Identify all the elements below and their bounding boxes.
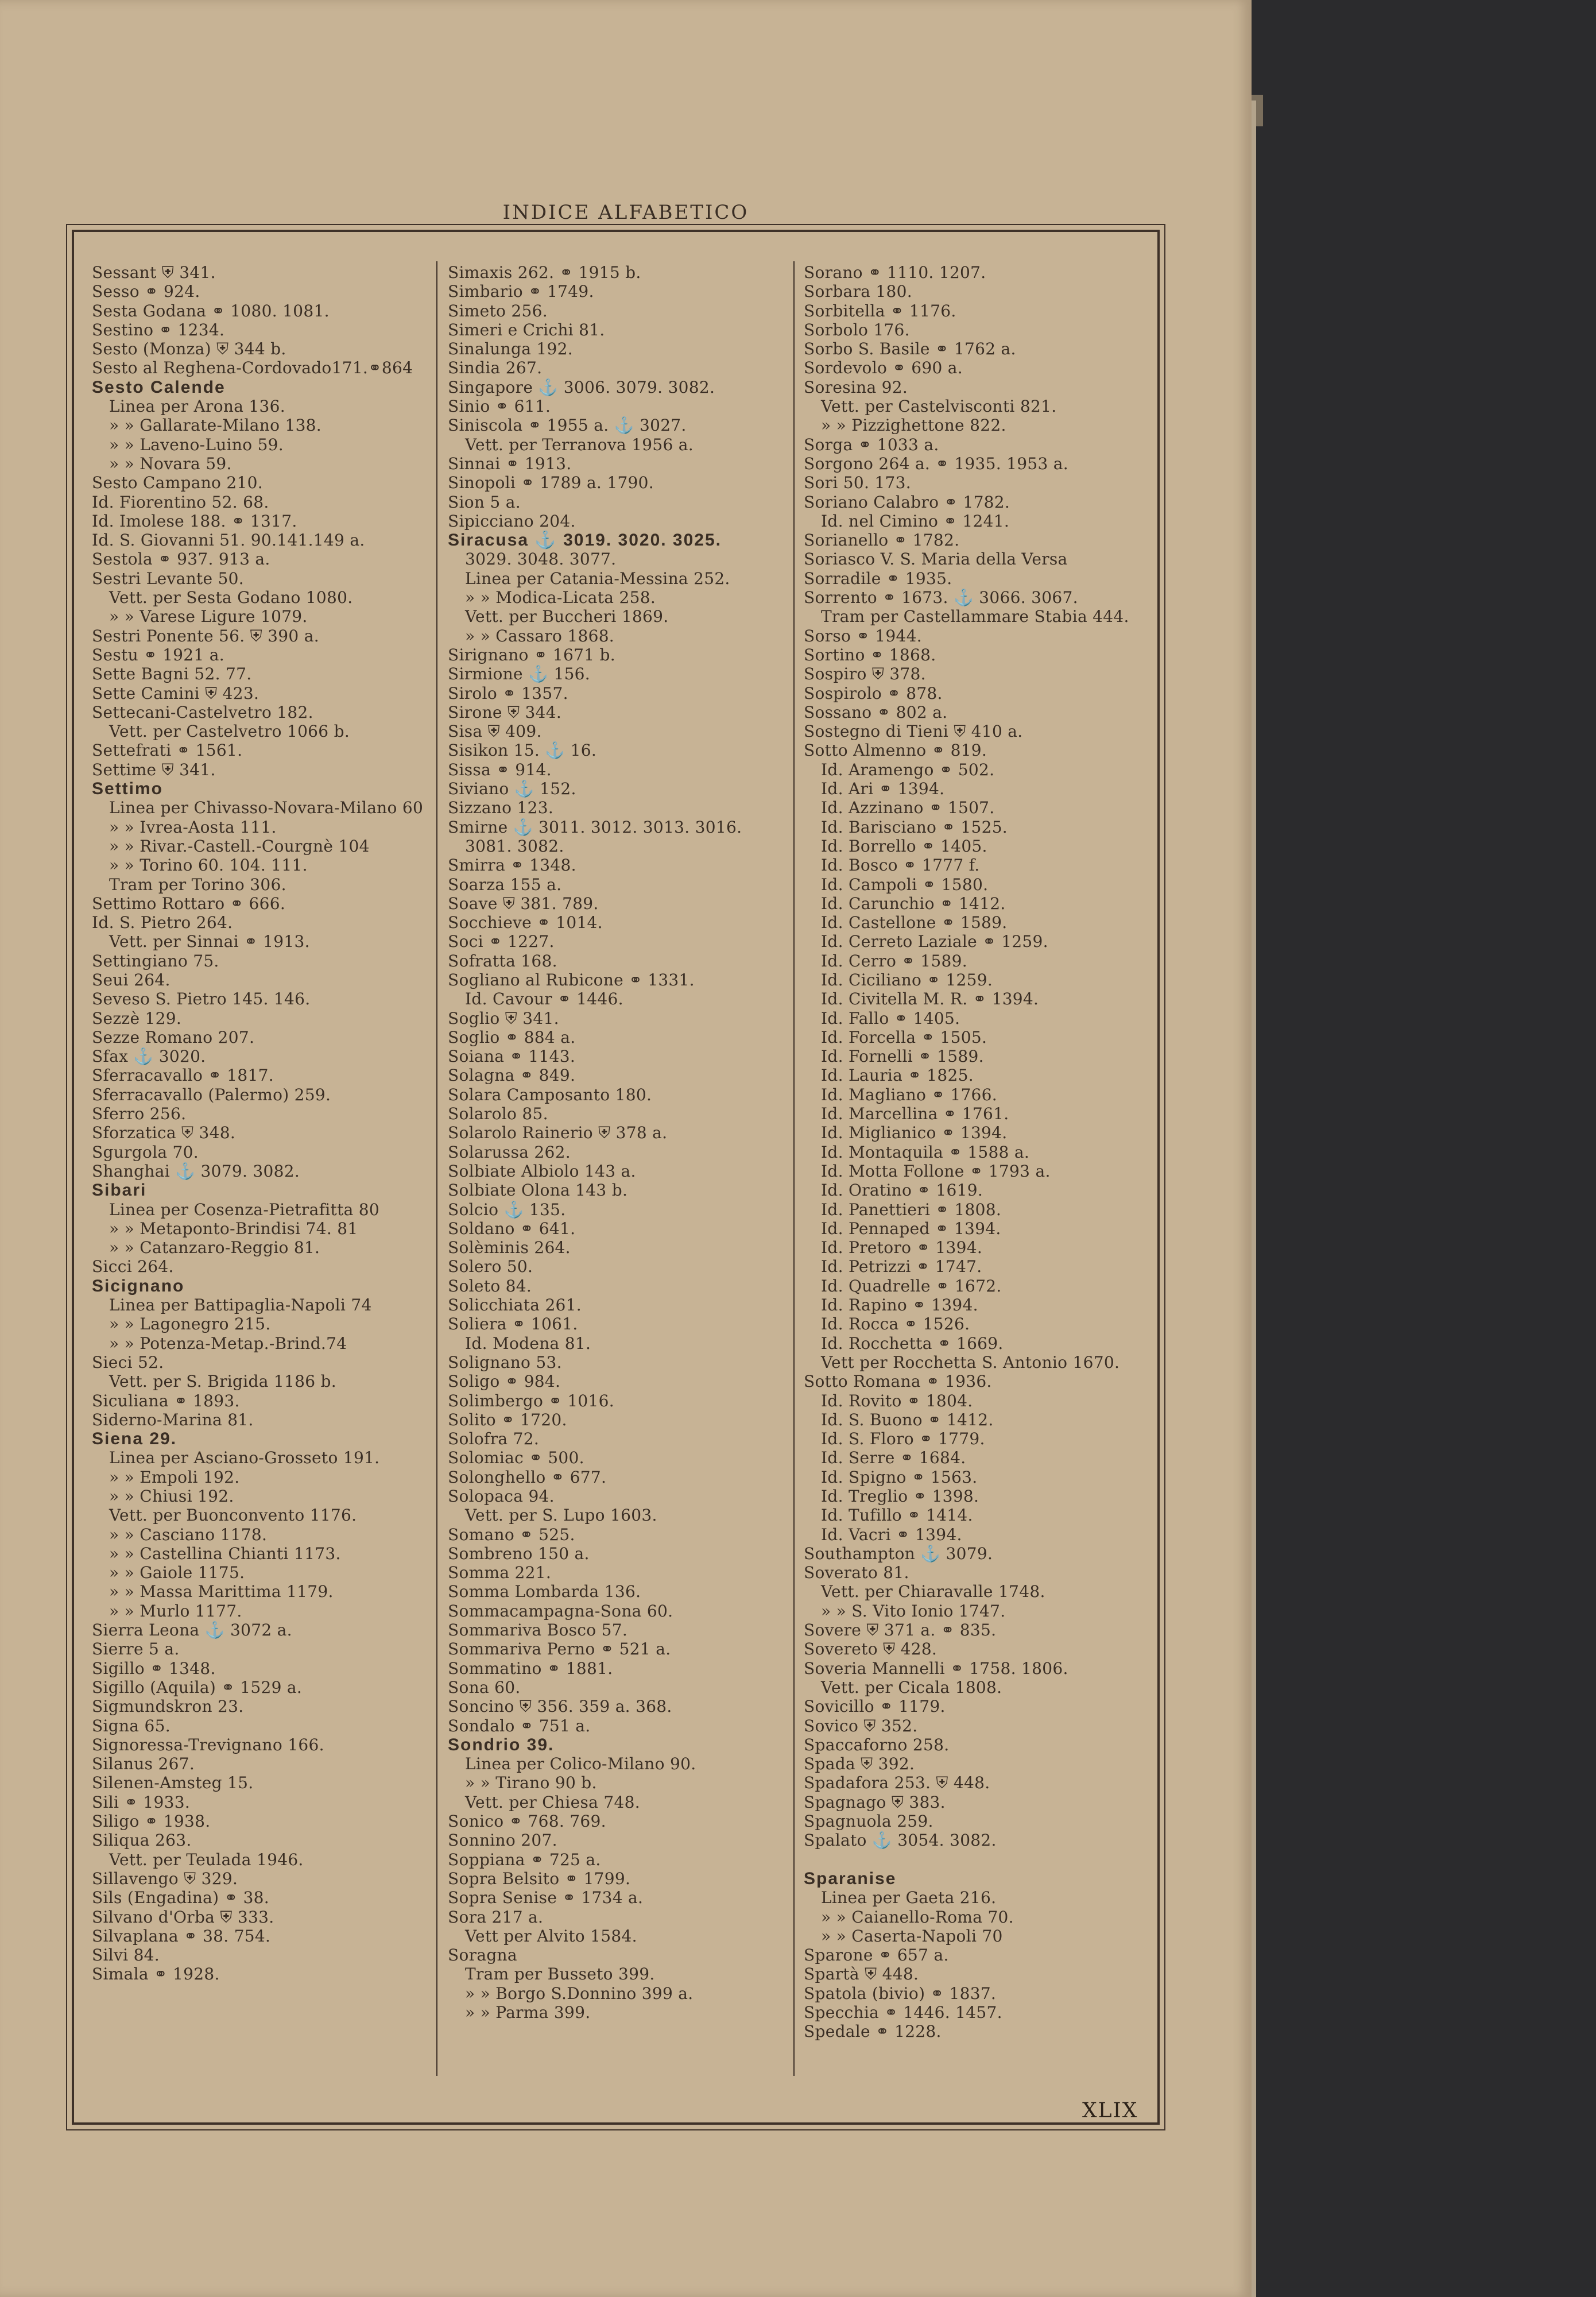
index-entry: » » Ivrea-Aosta 111. [109, 817, 277, 837]
index-entry: Sizzano 123. [448, 798, 554, 818]
index-entry: Solagna ⚭ 849. [448, 1066, 576, 1085]
index-entry: Southampton ⚓ 3079. [804, 1544, 993, 1563]
index-entry: Soiana ⚭ 1143. [448, 1047, 576, 1066]
index-entry: Id. Pennaped ⚭ 1394. [821, 1219, 1001, 1238]
index-entry: Linea per Arona 136. [109, 397, 285, 416]
index-entry: Spartà ⛨ 448. [804, 1965, 919, 1984]
index-entry: Sombreno 150 a. [448, 1544, 590, 1563]
index-entry: Tram per Castellammare Stabia 444. [821, 607, 1129, 627]
index-entry: » » Castellina Chianti 1173. [109, 1544, 341, 1563]
index-entry: Sessant ⛨ 341. [92, 263, 216, 282]
index-entry: Soragna [448, 1946, 517, 1965]
index-heading: Sparanise [804, 1869, 897, 1888]
index-entry: Soriasco V. S. Maria della Versa [804, 550, 1068, 569]
index-entry: Sorbolo 176. [804, 320, 910, 339]
index-entry: Sicci 264. [92, 1257, 174, 1277]
index-entry: Soncino ⛨ 356. 359 a. 368. [448, 1697, 672, 1716]
index-entry: » » Pizzighettone 822. [821, 416, 1006, 435]
index-entry: Id. Fornelli ⚭ 1589. [821, 1047, 984, 1066]
index-entry: Id. Pretoro ⚭ 1394. [821, 1238, 983, 1258]
index-column-1 [92, 263, 439, 1984]
index-entry: Sospiro ⛨ 378. [804, 664, 926, 684]
index-entry: Settimo Rottaro ⚭ 666. [92, 894, 286, 913]
index-entry: Spalato ⚓ 3054. 3082. [804, 1831, 997, 1850]
index-entry: Id. Carunchio ⚭ 1412. [821, 894, 1006, 913]
index-entry: Sirone ⛨ 344. [448, 702, 562, 722]
index-entry: Spagnuola 259. [804, 1812, 933, 1831]
index-entry: Id. Forcella ⚭ 1505. [821, 1027, 987, 1047]
index-entry: Id. Miglianico ⚭ 1394. [821, 1123, 1008, 1143]
index-entry: Sovereto ⛨ 428. [804, 1639, 938, 1659]
index-entry: Sorgono 264 a. ⚭ 1935. 1953 a. [804, 454, 1069, 473]
index-entry: Soldano ⚭ 641. [448, 1219, 576, 1238]
index-entry: Sion 5 a. [448, 492, 521, 512]
index-heading: Sondrio 39. [448, 1735, 555, 1754]
index-entry: » » Caserta-Napoli 70 [821, 1926, 1003, 1946]
index-entry: Sopra Senise ⚭ 1734 a. [448, 1888, 644, 1908]
index-entry: Siculiana ⚭ 1893. [92, 1391, 240, 1410]
index-column-3 [804, 263, 1151, 2041]
index-entry: Shanghai ⚓ 3079. 3082. [92, 1161, 300, 1181]
index-entry: Sopra Belsito ⚭ 1799. [448, 1869, 631, 1888]
index-entry: Id. Spigno ⚭ 1563. [821, 1467, 978, 1487]
index-entry: Sonnino 207. [448, 1831, 557, 1850]
index-entry: » » S. Vito Ionio 1747. [821, 1601, 1006, 1621]
index-entry: Id. Tufillo ⚭ 1414. [821, 1506, 973, 1525]
index-entry: Id. Azzinano ⚭ 1507. [821, 798, 995, 818]
index-entry: » » Novara 59. [109, 454, 232, 473]
index-entry: Linea per Battipaglia-Napoli 74 [109, 1296, 372, 1315]
index-entry: Sinopoli ⚭ 1789 a. 1790. [448, 473, 654, 493]
index-entry: Sofratta 168. [448, 951, 557, 970]
index-entry: Smirne ⚓ 3011. 3012. 3013. 3016. [448, 817, 742, 837]
index-entry: Id. Borrello ⚭ 1405. [821, 836, 987, 856]
index-entry: Soglio ⛨ 341. [448, 1008, 559, 1028]
index-entry: Silanus 267. [92, 1754, 195, 1774]
index-entry: Vett. per Cicala 1808. [821, 1677, 1002, 1697]
index-entry: Id. S. Pietro 264. [92, 913, 233, 933]
index-entry: Settecani-Castelvetro 182. [92, 702, 313, 722]
index-entry: » » Laveno-Luino 59. [109, 435, 284, 454]
index-entry: Sorbo S. Basile ⚭ 1762 a. [804, 339, 1016, 359]
index-entry: Sesto al Reghena-Cordovado171.⚭864 [92, 358, 413, 378]
index-entry: Simbario ⚭ 1749. [448, 282, 594, 301]
index-entry: Id. Castellone ⚭ 1589. [821, 913, 1008, 933]
index-entry: Sestola ⚭ 937. 913 a. [92, 550, 270, 569]
index-entry: Sorbitella ⚭ 1176. [804, 301, 956, 320]
index-entry: Id. Fallo ⚭ 1405. [821, 1008, 960, 1028]
index-entry: Silvano d'Orba ⛨ 333. [92, 1907, 274, 1927]
index-entry: Sferracavallo ⚭ 1817. [92, 1066, 274, 1085]
page-number: XLIX [1082, 2099, 1138, 2122]
index-entry: Spadafora 253. ⛨ 448. [804, 1773, 990, 1793]
index-entry: Spaccaforno 258. [804, 1735, 950, 1754]
index-entry: Sortino ⚭ 1868. [804, 645, 936, 664]
index-entry: Solarolo 85. [448, 1104, 548, 1124]
index-entry: Sondalo ⚭ 751 a. [448, 1716, 591, 1735]
index-entry: Solarolo Rainerio ⛨ 378 a. [448, 1123, 668, 1143]
index-entry: Sierre 5 a. [92, 1639, 180, 1659]
index-entry: Id. Rovito ⚭ 1804. [821, 1391, 973, 1410]
index-entry: Sirmione ⚓ 156. [448, 664, 590, 684]
index-entry: » » Lagonegro 215. [109, 1314, 271, 1334]
index-entry: Id. Motta Follone ⚭ 1793 a. [821, 1161, 1051, 1181]
index-entry: Solito ⚭ 1720. [448, 1410, 567, 1429]
index-entry: Solarussa 262. [448, 1142, 571, 1162]
index-entry: Sorradile ⚭ 1935. [804, 569, 952, 588]
index-entry: Sezzè 129. [92, 1008, 182, 1028]
index-entry: Sisikon 15. ⚓ 16. [448, 741, 597, 760]
index-entry: Soligo ⚭ 984. [448, 1372, 561, 1391]
index-entry: Sommariva Perno ⚭ 521 a. [448, 1639, 671, 1659]
index-entry: Vett. per Castelvetro 1066 b. [109, 722, 350, 741]
index-entry: » » Torino 60. 104. 111. [109, 856, 308, 875]
index-entry: Vett. per Sinnai ⚭ 1913. [109, 932, 310, 952]
index-entry: Sovere ⛨ 371 a. ⚭ 835. [804, 1621, 997, 1640]
index-entry: Linea per Chivasso-Novara-Milano 60 [109, 798, 424, 818]
index-heading: Siracusa ⚓ 3019. 3020. 3025. [448, 531, 722, 550]
index-entry: Linea per Cosenza-Pietrafitta 80 [109, 1200, 380, 1219]
index-entry: Sorano ⚭ 1110. 1207. [804, 263, 986, 282]
index-entry: Id. Magliano ⚭ 1766. [821, 1085, 997, 1104]
index-entry: Solara Camposanto 180. [448, 1085, 652, 1104]
index-entry: Sigmundskron 23. [92, 1697, 244, 1716]
index-entry: Sestri Ponente 56. ⛨ 390 a. [92, 626, 319, 645]
index-entry: Id. Cerro ⚭ 1589. [821, 951, 967, 970]
index-entry: Id. Fiorentino 52. 68. [92, 492, 269, 512]
index-entry: Id. Campoli ⚭ 1580. [821, 875, 989, 894]
index-entry: Sostegno di Tieni ⛨ 410 a. [804, 722, 1023, 741]
index-entry: Sossano ⚭ 802 a. [804, 702, 948, 722]
index-entry: Vett. per S. Lupo 1603. [465, 1506, 657, 1525]
index-entry: Tram per Torino 306. [109, 875, 286, 894]
index-entry: Soppiana ⚭ 725 a. [448, 1850, 601, 1869]
index-entry: Siniscola ⚭ 1955 a. ⚓ 3027. [448, 416, 687, 435]
index-entry: Sordevolo ⚭ 690 a. [804, 358, 963, 378]
index-entry: Sils (Engadina) ⚭ 38. [92, 1888, 269, 1908]
index-entry: » » Chiusi 192. [109, 1487, 234, 1506]
index-entry: Sesto Campano 210. [92, 473, 263, 493]
index-entry: Sinalunga 192. [448, 339, 573, 359]
index-entry: Silenen-Amsteg 15. [92, 1773, 254, 1793]
index-entry: Vett. per Terranova 1956 a. [465, 435, 694, 454]
index-entry: Simala ⚭ 1928. [92, 1965, 220, 1984]
index-entry: Sonico ⚭ 768. 769. [448, 1812, 606, 1831]
index-entry: Vett. per Chiaravalle 1748. [821, 1582, 1045, 1602]
index-entry: Sesso ⚭ 924. [92, 282, 200, 301]
index-entry: » » Potenza-Metap.-Brind.74 [109, 1333, 347, 1353]
index-entry: Soriano Calabro ⚭ 1782. [804, 492, 1010, 512]
index-entry: Sogliano al Rubicone ⚭ 1331. [448, 970, 695, 989]
index-entry: Sorianello ⚭ 1782. [804, 531, 960, 550]
index-entry: Signa 65. [92, 1716, 171, 1735]
index-entry: Settefrati ⚭ 1561. [92, 741, 243, 760]
index-entry: Specchia ⚭ 1446. 1457. [804, 2003, 1002, 2023]
index-entry: Soveria Mannelli ⚭ 1758. 1806. [804, 1658, 1068, 1678]
index-entry: 3081. 3082. [465, 836, 564, 856]
index-entry: Vett. per Buccheri 1869. [465, 607, 669, 627]
index-entry: Vett. per Sesta Godano 1080. [109, 588, 353, 608]
index-entry: Sospirolo ⚭ 878. [804, 683, 943, 703]
index-entry: Linea per Colico-Milano 90. [465, 1754, 696, 1774]
index-entry: Id. Petrizzi ⚭ 1747. [821, 1257, 982, 1277]
index-heading: Sesto Calende [92, 377, 226, 397]
index-entry: Solèminis 264. [448, 1238, 571, 1258]
index-entry: Sona 60. [448, 1677, 521, 1697]
index-entry: Solofra 72. [448, 1429, 540, 1449]
index-entry: Id. Rocca ⚭ 1526. [821, 1314, 970, 1334]
index-entry: » » Rivar.-Castell.-Courgnè 104 [109, 836, 370, 856]
index-heading: Sicignano [92, 1276, 185, 1296]
index-entry: Vett. per S. Brigida 1186 b. [109, 1372, 336, 1391]
index-entry: Sili ⚭ 1933. [92, 1792, 191, 1812]
index-entry: Solcio ⚓ 135. [448, 1200, 566, 1219]
index-entry: Sferro 256. [92, 1104, 187, 1124]
index-entry: Solomiac ⚭ 500. [448, 1448, 584, 1468]
index-entry: Id. Cavour ⚭ 1446. [465, 989, 623, 1009]
index-entry: Id. Marcellina ⚭ 1761. [821, 1104, 1009, 1124]
index-entry: Sori 50. 173. [804, 473, 911, 493]
index-entry: Sirignano ⚭ 1671 b. [448, 645, 615, 664]
index-entry: Id. Cerreto Laziale ⚭ 1259. [821, 932, 1048, 952]
index-entry: Silvi 84. [92, 1946, 160, 1965]
index-entry: Linea per Gaeta 216. [821, 1888, 997, 1908]
index-column-2 [448, 263, 795, 2022]
index-entry: 3029. 3048. 3077. [465, 550, 617, 569]
index-entry: Sestino ⚭ 1234. [92, 320, 225, 339]
index-entry: Soliera ⚭ 1061. [448, 1314, 578, 1334]
index-entry: Spedale ⚭ 1228. [804, 2022, 942, 2041]
index-entry: Sommariva Bosco 57. [448, 1621, 628, 1640]
index-entry: Sinnai ⚭ 1913. [448, 454, 572, 473]
index-entry: Id. Aramengo ⚭ 502. [821, 760, 995, 779]
index-entry: Vett. per Castelvisconti 821. [821, 397, 1057, 416]
index-entry: Socchieve ⚭ 1014. [448, 913, 603, 933]
index-entry: Sforzatica ⛨ 348. [92, 1123, 236, 1143]
index-entry: Somma 221. [448, 1563, 552, 1583]
index-entry: Soave ⛨ 381. 789. [448, 894, 599, 913]
index-entry: Id. Panettieri ⚭ 1808. [821, 1200, 1002, 1219]
index-entry: Siligo ⚭ 1938. [92, 1812, 211, 1831]
index-entry: Sirolo ⚭ 1357. [448, 683, 568, 703]
index-entry: Sierra Leona ⚓ 3072 a. [92, 1621, 292, 1640]
index-entry: Soresina 92. [804, 377, 908, 397]
index-entry: Simeto 256. [448, 301, 548, 320]
index-entry: Linea per Catania-Messina 252. [465, 569, 730, 588]
index-entry: Solignano 53. [448, 1352, 562, 1372]
index-entry: » » Cassaro 1868. [465, 626, 615, 645]
index-entry: Vett. per Teulada 1946. [109, 1850, 304, 1869]
index-entry: Id. Oratino ⚭ 1619. [821, 1181, 983, 1200]
index-entry: Spatola (bivio) ⚭ 1837. [804, 1983, 997, 2003]
index-entry: Id. S. Buono ⚭ 1412. [821, 1410, 994, 1429]
index-heading: Sibari [92, 1181, 147, 1200]
index-entry: Tram per Busseto 399. [465, 1965, 655, 1984]
index-entry: Signoressa-Trevignano 166. [92, 1735, 324, 1754]
index-entry: » » Casciano 1178. [109, 1525, 268, 1544]
index-entry: Somma Lombarda 136. [448, 1582, 641, 1602]
index-entry: Singapore ⚓ 3006. 3079. 3082. [448, 377, 715, 397]
index-entry: Id. Quadrelle ⚭ 1672. [821, 1276, 1002, 1296]
index-entry: Id. Bosco ⚭ 1777 f. [821, 856, 980, 875]
index-entry: Spada ⛨ 392. [804, 1754, 915, 1774]
index-entry: Sezze Romano 207. [92, 1027, 255, 1047]
index-entry: Sommacampagna-Sona 60. [448, 1601, 673, 1621]
index-entry: Sovicillo ⚭ 1179. [804, 1697, 946, 1716]
running-head: INDICE ALFABETICO [502, 201, 749, 224]
index-entry: Soci ⚭ 1227. [448, 932, 555, 952]
index-entry: Soarza 155 a. [448, 875, 562, 894]
index-entry: Vett. per Chiesa 748. [465, 1792, 640, 1812]
index-entry: Linea per Asciano-Grosseto 191. [109, 1448, 380, 1468]
index-entry: Sissa ⚭ 914. [448, 760, 552, 779]
index-entry: » » Modica-Licata 258. [465, 588, 656, 608]
index-entry: » » Catanzaro-Reggio 81. [109, 1238, 320, 1258]
index-entry: Sovico ⛨ 352. [804, 1716, 918, 1735]
index-entry: » » Varese Ligure 1079. [109, 607, 308, 627]
index-entry: Sigillo (Aquila) ⚭ 1529 a. [92, 1677, 303, 1697]
index-entry: Sfax ⚓ 3020. [92, 1047, 206, 1066]
index-entry: Sigillo ⚭ 1348. [92, 1658, 216, 1678]
index-entry: Sindia 267. [448, 358, 543, 378]
index-entry: Solero 50. [448, 1257, 533, 1277]
index-entry: Id. Vacri ⚭ 1394. [821, 1525, 962, 1544]
index-entry: Id. Lauria ⚭ 1825. [821, 1066, 974, 1085]
index-entry: Solbiate Olona 143 b. [448, 1181, 628, 1200]
index-entry: Sette Bagni 52. 77. [92, 664, 252, 684]
index-heading: Siena 29. [92, 1429, 177, 1449]
index-entry: Sipicciano 204. [448, 511, 576, 531]
index-entry: Simaxis 262. ⚭ 1915 b. [448, 263, 641, 282]
index-entry: Sorso ⚭ 1944. [804, 626, 922, 645]
index-entry: Sieci 52. [92, 1352, 164, 1372]
index-entry: Solonghello ⚭ 677. [448, 1467, 607, 1487]
index-entry: Siderno-Marina 81. [92, 1410, 254, 1429]
index-entry: Id. Ciciliano ⚭ 1259. [821, 970, 993, 989]
index-entry: » » Gallarate-Milano 138. [109, 416, 321, 435]
index-entry: » » Metaponto-Brindisi 74. 81 [109, 1219, 358, 1238]
index-entry: Id. Modena 81. [465, 1333, 591, 1353]
index-entry: Sillavengo ⛨ 329. [92, 1869, 238, 1888]
index-entry: Smirra ⚭ 1348. [448, 856, 576, 875]
index-entry: Vett per Rocchetta S. Antonio 1670. [821, 1352, 1120, 1372]
index-entry: » » Gaiole 1175. [109, 1563, 245, 1583]
index-entry: Id. Rapino ⚭ 1394. [821, 1296, 978, 1315]
index-entry: » » Borgo S.Donnino 399 a. [465, 1983, 694, 2003]
index-entry: Seveso S. Pietro 145. 146. [92, 989, 311, 1009]
index-entry: Solopaca 94. [448, 1487, 555, 1506]
index-entry: Sotto Romana ⚭ 1936. [804, 1372, 992, 1391]
index-heading: Settimo [92, 779, 164, 799]
index-entry: Id. Ari ⚭ 1394. [821, 779, 945, 799]
index-entry: » » Caianello-Roma 70. [821, 1907, 1014, 1927]
index-entry: Vett per Alvito 1584. [465, 1926, 637, 1946]
index-entry: Soverato 81. [804, 1563, 909, 1583]
index-entry: Sinio ⚭ 611. [448, 397, 551, 416]
index-entry: Sorga ⚭ 1033 a. [804, 435, 939, 454]
index-entry: Id. Treglio ⚭ 1398. [821, 1487, 979, 1506]
index-entry: Sisa ⛨ 409. [448, 722, 542, 741]
index-entry [804, 1850, 1151, 1869]
index-entry: Sparone ⚭ 657 a. [804, 1946, 949, 1965]
index-entry: Sora 217 a. [448, 1907, 544, 1927]
index-entry: Id. nel Cimino ⚭ 1241. [821, 511, 1010, 531]
index-entry: Sotto Almenno ⚭ 819. [804, 741, 987, 760]
index-entry: Sestri Levante 50. [92, 569, 244, 588]
index-entry: Silvaplana ⚭ 38. 754. [92, 1926, 271, 1946]
index-entry: Solbiate Albiolo 143 a. [448, 1161, 636, 1181]
index-entry: Solimbergo ⚭ 1016. [448, 1391, 614, 1410]
index-entry: Sorbara 180. [804, 282, 912, 301]
index-entry: Siliqua 263. [92, 1831, 192, 1850]
index-entry: Soglio ⚭ 884 a. [448, 1027, 576, 1047]
index-entry: Id. Serre ⚭ 1684. [821, 1448, 966, 1468]
index-entry: Sesto (Monza) ⛨ 344 b. [92, 339, 286, 359]
index-entry: Solicchiata 261. [448, 1296, 582, 1315]
index-entry: Sette Camini ⛨ 423. [92, 683, 259, 703]
index-entry: Id. S. Floro ⚭ 1779. [821, 1429, 985, 1449]
index-entry: » » Tirano 90 b. [465, 1773, 597, 1793]
index-entry: Settime ⛨ 341. [92, 760, 216, 779]
index-entry: Settingiano 75. [92, 951, 219, 970]
index-entry: Simeri e Crichi 81. [448, 320, 605, 339]
index-entry: Id. Civitella M. R. ⚭ 1394. [821, 989, 1039, 1009]
index-entry: Id. Rocchetta ⚭ 1669. [821, 1333, 1004, 1353]
index-entry: Siviano ⚓ 152. [448, 779, 576, 799]
index-entry: Sorrento ⚭ 1673. ⚓ 3066. 3067. [804, 588, 1078, 608]
index-entry: Sommatino ⚭ 1881. [448, 1658, 613, 1678]
index-entry: Sestu ⚭ 1921 a. [92, 645, 224, 664]
index-entry: Id. S. Giovanni 51. 90.141.149 a. [92, 531, 365, 550]
index-entry: Id. Barisciano ⚭ 1525. [821, 817, 1008, 837]
index-entry: Soleto 84. [448, 1276, 532, 1296]
index-entry: » » Murlo 1177. [109, 1601, 242, 1621]
index-entry: Spagnago ⛨ 383. [804, 1792, 946, 1812]
index-entry: » » Massa Marittima 1179. [109, 1582, 334, 1602]
index-entry: Vett. per Buonconvento 1176. [109, 1506, 357, 1525]
index-entry: Seui 264. [92, 970, 171, 989]
index-entry: Somano ⚭ 525. [448, 1525, 575, 1544]
index-entry: Sgurgola 70. [92, 1142, 199, 1162]
index-entry: Id. Imolese 188. ⚭ 1317. [92, 511, 297, 531]
index-entry: Sesta Godana ⚭ 1080. 1081. [92, 301, 330, 320]
index-entry: Sferracavallo (Palermo) 259. [92, 1085, 331, 1104]
index-entry: » » Parma 399. [465, 2003, 591, 2023]
index-entry: » » Empoli 192. [109, 1467, 240, 1487]
index-entry: Id. Montaquila ⚭ 1588 a. [821, 1142, 1030, 1162]
